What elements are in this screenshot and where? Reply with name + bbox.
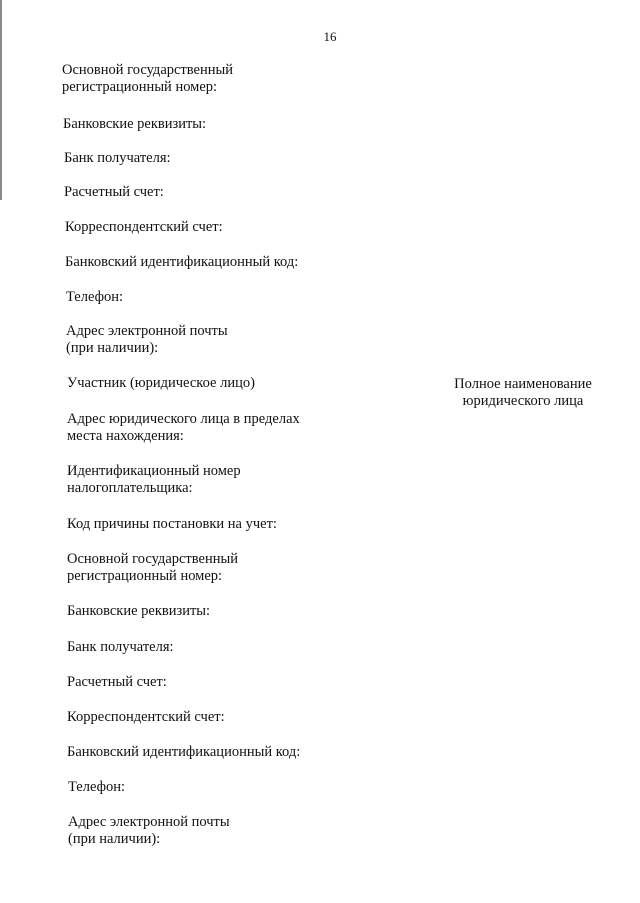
correspondent-account-label-1: Корреспондентский счет:: [65, 219, 223, 235]
scan-edge-mark: [0, 0, 2, 200]
bank-details-label-1: Банковские реквизиты:: [63, 116, 207, 132]
kpp-label: Код причины постановки на учет:: [67, 516, 277, 532]
ogrn-label-1: Основной государственный регистрационный номер:: [62, 62, 233, 95]
bik-label-2: Банковский идентификационный код:: [67, 744, 301, 760]
inn-label: Идентификационный номер налогоплательщика:: [67, 463, 241, 496]
email-label-1: Адрес электронной почты (при наличии):: [66, 323, 228, 356]
bik-label-1: Банковский идентификационный код:: [65, 254, 299, 270]
phone-label-2: Телефон:: [68, 779, 126, 795]
correspondent-account-label-2: Корреспондентский счет:: [67, 709, 225, 725]
settlement-account-label-2: Расчетный счет:: [67, 674, 167, 690]
bank-details-label-2: Банковские реквизиты:: [67, 603, 211, 619]
email-label-2: Адрес электронной почты (при наличии):: [68, 814, 230, 847]
address-label: Адрес юридического лица в пределах места нахождения:: [67, 411, 300, 444]
beneficiary-bank-label-1: Банк получателя:: [64, 150, 171, 166]
page-number: 16: [323, 29, 337, 44]
full-name-label: Полное наименование юридического лица: [454, 376, 592, 409]
settlement-account-label-1: Расчетный счет:: [64, 184, 164, 200]
phone-label-1: Телефон:: [66, 289, 124, 305]
ogrn-label-2: Основной государственный регистрационный номер:: [67, 551, 238, 584]
beneficiary-bank-label-2: Банк получателя:: [67, 639, 174, 655]
participant-heading: Участник (юридическое лицо): [67, 375, 255, 391]
